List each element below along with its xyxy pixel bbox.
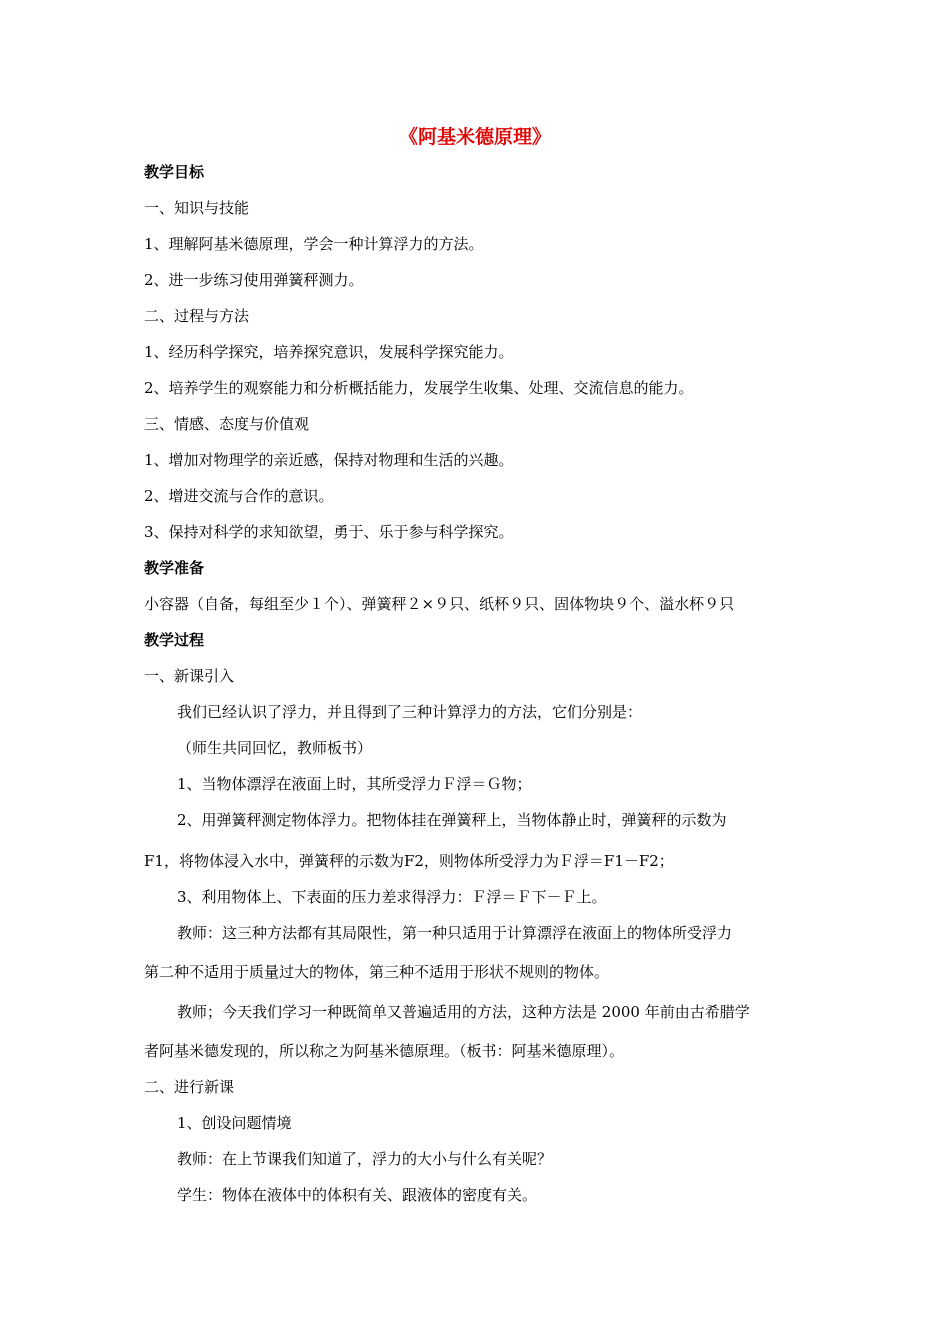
goal-item: 2、进一步练习使用弹簧秤测力。: [144, 271, 364, 289]
paragraph: （师生共同回忆，教师板书）: [177, 739, 373, 757]
paragraph: 者阿基米德发现的，所以称之为阿基米德原理。（板书：阿基米德原理）。: [144, 1042, 625, 1060]
paragraph: 第二种不适用于质量过大的物体，第三种不适用于形状不规则的物体。: [144, 963, 610, 981]
prep-materials: 小容器（自备，每组至少１个）、弹簧秤２×９只、纸杯９只、固体物块９个、溢水杯９只: [144, 595, 735, 613]
paragraph: 3、利用物体上、下表面的压力差求得浮力：Ｆ浮＝Ｆ下－Ｆ上。: [177, 888, 607, 906]
heading-teaching-prep: 教学准备: [144, 559, 205, 577]
goal-item: 1、经历科学探究，培养探究意识，发展科学探究能力。: [144, 343, 514, 361]
section-knowledge-skills: 一、知识与技能: [144, 199, 250, 217]
section-emotion-values: 三、情感、态度与价值观: [144, 415, 310, 433]
paragraph: 我们已经认识了浮力，并且得到了三种计算浮力的方法，它们分别是：: [177, 703, 643, 721]
paragraph: 教师：这三种方法都有其局限性，第一种只适用于计算漂浮在液面上的物体所受浮力: [177, 924, 733, 942]
goal-item: 1、理解阿基米德原理，学会一种计算浮力的方法。: [144, 235, 484, 253]
section-new-lesson-intro: 一、新课引入: [144, 667, 235, 685]
heading-teaching-process: 教学过程: [144, 631, 205, 649]
goal-item: 1、增加对物理学的亲近感，保持对物理和生活的兴趣。: [144, 451, 514, 469]
paragraph: 2、用弹簧秤测定物体浮力。把物体挂在弹簧秤上，当物体静止时，弹簧秤的示数为: [177, 811, 727, 829]
goal-item: 3、保持对科学的求知欲望，勇于、乐于参与科学探究。: [144, 523, 514, 541]
heading-teaching-goals: 教学目标: [144, 163, 205, 181]
paragraph: 教师；今天我们学习一种既简单又普遍适用的方法，这种方法是 2000 年前由古希腊学: [177, 1003, 750, 1021]
section-new-lesson: 二、进行新课: [144, 1078, 235, 1096]
goal-item: 2、增进交流与合作的意识。: [144, 487, 334, 505]
paragraph: F1，将物体浸入水中，弹簧秤的示数为F2，则物体所受浮力为Ｆ浮＝F1－F2；: [144, 852, 674, 870]
document-title: 《阿基米德原理》: [398, 126, 551, 148]
section-process-method: 二、过程与方法: [144, 307, 250, 325]
goal-item: 2、培养学生的观察能力和分析概括能力，发展学生收集、处理、交流信息的能力。: [144, 379, 694, 397]
paragraph: 教师：在上节课我们知道了，浮力的大小与什么有关呢？: [177, 1150, 553, 1168]
paragraph: 1、当物体漂浮在液面上时，其所受浮力Ｆ浮＝Ｇ物；: [177, 775, 532, 793]
paragraph: 学生：物体在液体中的体积有关、跟液体的密度有关。: [177, 1186, 538, 1204]
paragraph: 1、创设问题情境: [177, 1114, 292, 1132]
